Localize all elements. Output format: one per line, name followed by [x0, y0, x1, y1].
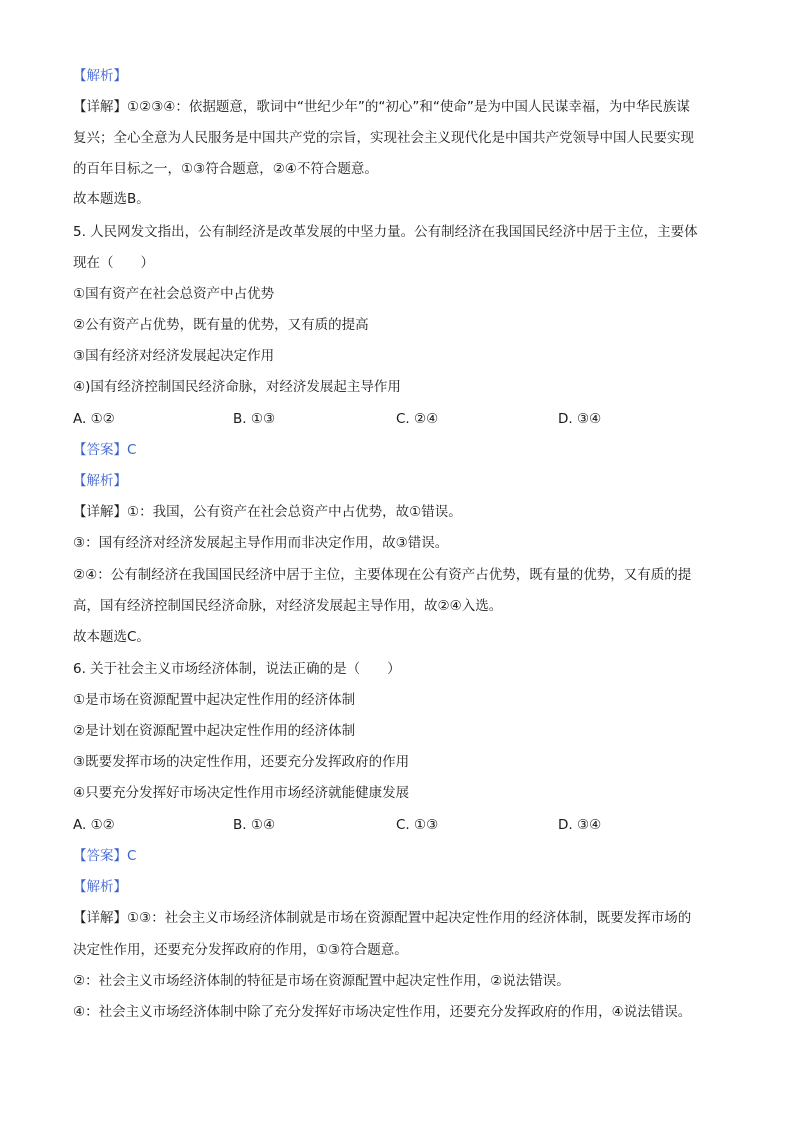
q6-answer: 【答案】C	[73, 848, 137, 864]
q6-statement-1: ①是市场在资源配置中起决定性作用的经济体制	[73, 692, 356, 708]
q4-conclusion: 故本题选B。	[73, 191, 150, 207]
q6-statement-3: ③既要发挥市场的决定性作用，还要充分发挥政府的作用	[73, 754, 410, 770]
q5-stem-line-2: 现在（ ）	[73, 255, 154, 271]
q6-statement-4: ④只要充分发挥好市场决定性作用市场经济就能健康发展	[73, 785, 410, 801]
q6-detail-line-3: ②：社会主义市场经济体制的特征是市场在资源配置中起决定性作用，②说法错误。	[73, 973, 570, 989]
q5-detail-line-4: 高，国有经济控制国民经济命脉，对经济发展起主导作用，故②④入选。	[73, 598, 503, 614]
q5-stem-line-1: 5. 人民网发文指出，公有制经济是改革发展的中坚力量。公有制经济在我国国民经济中居于主位，主要体	[73, 224, 698, 240]
q5-statement-2: ②公有资产占优势，既有量的优势，又有质的提高	[73, 317, 369, 333]
q6-analysis-label: 【解析】	[73, 879, 127, 895]
q5-detail-line-2: ③：国有经济对经济发展起主导作用而非决定作用，故③错误。	[73, 535, 449, 551]
q6-detail-line-2: 决定性作用，还要充分发挥政府的作用，①③符合题意。	[73, 942, 408, 958]
q4-analysis-label: 【解析】	[73, 68, 127, 84]
q6-option-d: D. ③④	[558, 817, 602, 833]
q6-options	[73, 815, 733, 835]
q6-option-b: B. ①④	[233, 817, 276, 833]
q5-option-a: A. ①②	[73, 411, 115, 427]
q6-detail-line-1: 【详解】①③：社会主义市场经济体制就是市场在资源配置中起决定性作用的经济体制，既要发挥市场的	[73, 910, 692, 926]
q4-detail-line-2: 复兴；全心全意为人民服务是中国共产党的宗旨，实现社会主义现代化是中国共产党领导中国人民要实现	[73, 130, 694, 146]
q5-detail-line-1: 【详解】①：我国，公有资产在社会总资产中占优势，故①错误。	[73, 504, 462, 520]
q6-stem: 6. 关于社会主义市场经济体制，说法正确的是（ ）	[73, 661, 401, 677]
q5-analysis-label: 【解析】	[73, 473, 127, 489]
q5-conclusion: 故本题选C。	[73, 629, 150, 645]
q4-detail-line-1: 【详解】①②③④：依据题意，歌词中“世纪少年”的“初心”和“使命”是为中国人民谋幸福，为中华民族谋	[73, 99, 690, 115]
q5-options	[73, 409, 733, 429]
q5-detail-line-3: ②④：公有制经济在我国国民经济中居于主位，主要体现在公有资产占优势，既有量的优势，又有质的提	[73, 567, 692, 583]
q5-statement-4: ④)国有经济控制国民经济命脉，对经济发展起主导作用	[73, 379, 401, 395]
q5-option-b: B. ①③	[233, 411, 276, 427]
q5-statement-3: ③国有经济对经济发展起决定作用	[73, 348, 275, 364]
q4-detail-line-3: 的百年目标之一，①③符合题意，②④不符合题意。	[73, 161, 378, 177]
q5-answer: 【答案】C	[73, 442, 137, 458]
q6-option-a: A. ①②	[73, 817, 115, 833]
q5-statement-1: ①国有资产在社会总资产中占优势	[73, 286, 275, 302]
q6-statement-2: ②是计划在资源配置中起决定性作用的经济体制	[73, 723, 356, 739]
q5-option-c: C. ②④	[396, 411, 439, 427]
q6-option-c: C. ①③	[396, 817, 439, 833]
q5-option-d: D. ③④	[558, 411, 602, 427]
q6-detail-line-4: ④：社会主义市场经济体制中除了充分发挥好市场决定性作用，还要充分发挥政府的作用，④说法错误。	[73, 1004, 692, 1020]
